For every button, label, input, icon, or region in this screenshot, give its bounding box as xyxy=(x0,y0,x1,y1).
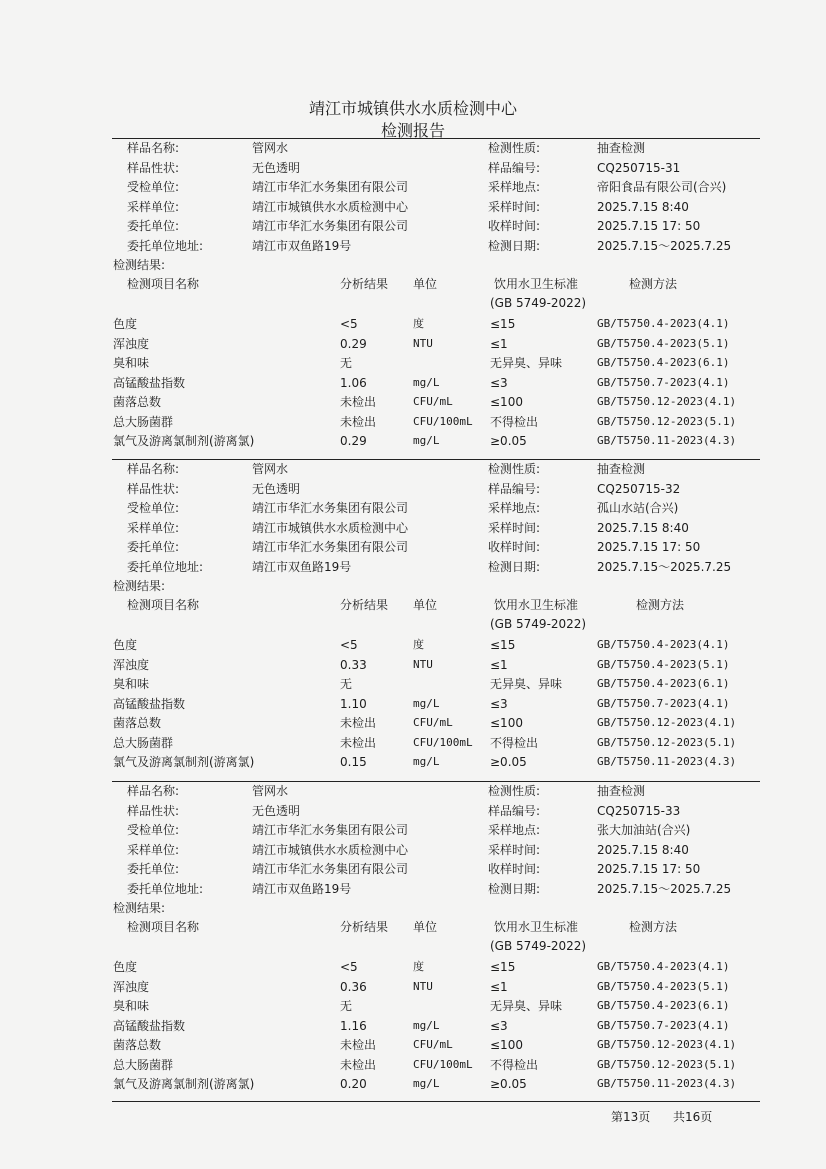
sample-name-value: 管网水 xyxy=(252,462,289,476)
receive-time-label: 收样时间: xyxy=(488,862,541,876)
client-unit-value: 靖江市华汇水务集团有限公司 xyxy=(252,540,409,554)
sampling-site-value: 帝阳食品有限公司(合兴) xyxy=(597,180,727,194)
table-row-unit: CFU/mL xyxy=(413,1038,453,1051)
section-rule xyxy=(112,138,760,139)
col-header-standard-code: (GB 5749-2022) xyxy=(490,617,587,631)
table-row-standard: ≤100 xyxy=(490,1038,523,1052)
report-title: 检测报告 xyxy=(380,121,445,140)
client-address-value: 靖江市双鱼路19号 xyxy=(252,881,352,896)
client-unit-label: 委托单位: xyxy=(127,540,180,554)
col-header-item: 检测项目名称 xyxy=(127,598,200,612)
table-row-method: GB/T5750.12-2023(4.1) xyxy=(597,716,737,729)
table-row-result: 0.15 xyxy=(340,755,367,769)
table-row-result: 未检出 xyxy=(340,395,377,409)
test-nature-label: 检测性质: xyxy=(488,784,541,798)
table-row-unit: NTU xyxy=(413,657,433,671)
table-row-result: <5 xyxy=(340,960,358,974)
results-label: 检测结果: xyxy=(113,258,166,272)
table-row-unit: NTU xyxy=(413,336,433,350)
test-date-label: 检测日期: xyxy=(488,238,541,253)
table-row-standard: 无异臭、异味 xyxy=(490,677,563,691)
table-row-item: 总大肠菌群 xyxy=(113,414,174,429)
table-row-item: 高锰酸盐指数 xyxy=(113,375,186,390)
table-row-method: GB/T5750.4-2023(4.1) xyxy=(597,638,730,651)
client-unit-value: 靖江市华汇水务集团有限公司 xyxy=(252,219,409,233)
table-row-item: 总大肠菌群 xyxy=(113,735,174,750)
table-row-unit: CFU/mL xyxy=(413,395,453,408)
org-title: 靖江市城镇供水水质检测中心 xyxy=(308,99,517,118)
table-row-method: GB/T5750.4-2023(6.1) xyxy=(597,677,730,690)
page-total: 共16页 xyxy=(673,1110,713,1124)
client-address-label: 委托单位地址: xyxy=(127,559,204,574)
table-row-standard: ≤15 xyxy=(490,638,516,652)
receive-time-value: 2025.7.15 17: 50 xyxy=(597,540,701,554)
table-row-method: GB/T5750.4-2023(4.1) xyxy=(597,960,730,973)
client-unit-label: 委托单位: xyxy=(127,219,180,233)
sample-number-value: CQ250715-32 xyxy=(597,481,681,496)
client-address-label: 委托单位地址: xyxy=(127,238,204,253)
table-row-item: 浑浊度 xyxy=(113,979,150,994)
col-header-method: 检测方法 xyxy=(636,598,685,612)
col-header-item: 检测项目名称 xyxy=(127,277,200,291)
table-row-standard: 不得检出 xyxy=(490,414,539,429)
sampling-unit-label: 采样单位: xyxy=(127,199,180,214)
page-number: 第13页 xyxy=(611,1110,651,1124)
table-row-result: 0.29 xyxy=(340,336,367,351)
table-row-result: 0.33 xyxy=(340,657,367,672)
section-rule xyxy=(112,1101,760,1102)
table-row-result: 未检出 xyxy=(340,414,377,429)
table-row-method: GB/T5750.11-2023(4.3) xyxy=(597,755,737,768)
section-rule xyxy=(112,781,760,782)
table-row-standard: 不得检出 xyxy=(490,1057,539,1072)
sampling-site-value: 张大加油站(合兴) xyxy=(597,823,691,837)
sample-number-label: 样品编号: xyxy=(488,481,541,496)
table-row-standard: 不得检出 xyxy=(490,735,539,750)
sample-state-label: 样品性状: xyxy=(127,803,180,818)
table-row-item: 氯气及游离氯制剂(游离氯) xyxy=(113,1077,255,1091)
table-row-standard: ≤1 xyxy=(490,336,508,351)
table-row-result: 无 xyxy=(340,677,353,691)
sampling-unit-label: 采样单位: xyxy=(127,520,180,535)
table-row-item: 高锰酸盐指数 xyxy=(113,1018,186,1033)
table-row-method: GB/T5750.11-2023(4.3) xyxy=(597,434,737,447)
table-row-result: 未检出 xyxy=(340,1038,377,1052)
client-unit-value: 靖江市华汇水务集团有限公司 xyxy=(252,862,409,876)
sampling-unit-value: 靖江市城镇供水水质检测中心 xyxy=(252,520,409,535)
sampling-unit-value: 靖江市城镇供水水质检测中心 xyxy=(252,199,409,214)
table-row-item: 菌落总数 xyxy=(113,395,162,409)
client-address-value: 靖江市双鱼路19号 xyxy=(252,238,352,253)
test-date-label: 检测日期: xyxy=(488,881,541,896)
table-row-method: GB/T5750.4-2023(5.1) xyxy=(597,979,730,993)
client-address-value: 靖江市双鱼路19号 xyxy=(252,559,352,574)
table-row-item: 菌落总数 xyxy=(113,1038,162,1052)
table-row-method: GB/T5750.7-2023(4.1) xyxy=(597,696,730,710)
inspected-unit-value: 靖江市华汇水务集团有限公司 xyxy=(252,501,409,515)
table-row-item: 总大肠菌群 xyxy=(113,1057,174,1072)
table-row-item: 臭和味 xyxy=(113,356,150,370)
table-row-result: <5 xyxy=(340,317,358,331)
table-row-result: 无 xyxy=(340,356,353,370)
table-row-standard: ≤3 xyxy=(490,1018,508,1033)
col-header-standard: 饮用水卫生标准 xyxy=(494,598,579,612)
table-row-item: 色度 xyxy=(113,317,138,331)
table-row-unit: 度 xyxy=(413,960,424,973)
table-row-unit: mg/L xyxy=(413,434,440,447)
table-row-unit: mg/L xyxy=(413,1018,440,1032)
table-row-standard: ≤3 xyxy=(490,375,508,390)
inspected-unit-label: 受检单位: xyxy=(127,501,180,515)
sample-number-label: 样品编号: xyxy=(488,160,541,175)
table-row-item: 氯气及游离氯制剂(游离氯) xyxy=(113,755,255,769)
table-row-standard: ≤100 xyxy=(490,395,523,409)
table-row-method: GB/T5750.4-2023(6.1) xyxy=(597,356,730,369)
receive-time-label: 收样时间: xyxy=(488,219,541,233)
table-row-method: GB/T5750.4-2023(4.1) xyxy=(597,317,730,330)
section-rule xyxy=(112,459,760,460)
table-row-unit: 度 xyxy=(413,638,424,651)
sample-name-value: 管网水 xyxy=(252,141,289,155)
table-row-result: 无 xyxy=(340,999,353,1013)
sampling-site-value: 孤山水站(合兴) xyxy=(597,501,679,515)
table-row-unit: CFU/100mL xyxy=(413,414,473,428)
inspected-unit-value: 靖江市华汇水务集团有限公司 xyxy=(252,180,409,194)
col-header-standard: 饮用水卫生标准 xyxy=(494,920,579,934)
sampling-unit-label: 采样单位: xyxy=(127,842,180,857)
table-row-result: 1.06 xyxy=(340,375,367,390)
col-header-result: 分析结果 xyxy=(340,598,389,612)
table-row-standard: ≤1 xyxy=(490,979,508,994)
table-row-method: GB/T5750.4-2023(5.1) xyxy=(597,657,730,671)
table-row-unit: NTU xyxy=(413,979,433,993)
table-row-unit: 度 xyxy=(413,317,424,330)
table-row-standard: ≤100 xyxy=(490,716,523,730)
table-row-result: 未检出 xyxy=(340,1057,377,1072)
test-date-value: 2025.7.15～2025.7.25 xyxy=(597,238,732,253)
sampling-site-label: 采样地点: xyxy=(488,501,541,515)
table-row-item: 浑浊度 xyxy=(113,336,150,351)
table-row-unit: mg/L xyxy=(413,696,440,710)
col-header-result: 分析结果 xyxy=(340,277,389,291)
table-row-method: GB/T5750.7-2023(4.1) xyxy=(597,1018,730,1032)
col-header-method: 检测方法 xyxy=(629,277,678,291)
sampling-time-label: 采样时间: xyxy=(488,520,541,535)
test-nature-label: 检测性质: xyxy=(488,462,541,476)
col-header-method: 检测方法 xyxy=(629,920,678,934)
table-row-method: GB/T5750.12-2023(5.1) xyxy=(597,414,737,428)
table-row-method: GB/T5750.12-2023(4.1) xyxy=(597,1038,737,1051)
inspected-unit-label: 受检单位: xyxy=(127,180,180,194)
table-row-item: 菌落总数 xyxy=(113,716,162,730)
table-row-item: 高锰酸盐指数 xyxy=(113,696,186,711)
table-row-method: GB/T5750.12-2023(5.1) xyxy=(597,735,737,749)
col-header-standard-code: (GB 5749-2022) xyxy=(490,296,587,310)
table-row-method: GB/T5750.7-2023(4.1) xyxy=(597,375,730,389)
table-row-standard: 无异臭、异味 xyxy=(490,356,563,370)
sample-name-value: 管网水 xyxy=(252,784,289,798)
table-row-unit: CFU/100mL xyxy=(413,735,473,749)
table-row-result: 1.10 xyxy=(340,696,367,711)
sampling-time-value: 2025.7.15 8:40 xyxy=(597,520,689,535)
table-row-method: GB/T5750.11-2023(4.3) xyxy=(597,1077,737,1090)
sampling-time-label: 采样时间: xyxy=(488,199,541,214)
table-row-standard: ≥0.05 xyxy=(490,1077,527,1091)
sample-name-label: 样品名称: xyxy=(127,784,180,798)
sample-state-value: 无色透明 xyxy=(252,481,301,496)
table-row-standard: ≤1 xyxy=(490,657,508,672)
table-row-unit: CFU/100mL xyxy=(413,1057,473,1071)
col-header-unit: 单位 xyxy=(413,277,438,291)
col-header-standard: 饮用水卫生标准 xyxy=(494,277,579,291)
test-date-value: 2025.7.15～2025.7.25 xyxy=(597,559,732,574)
sample-name-label: 样品名称: xyxy=(127,462,180,476)
inspected-unit-value: 靖江市华汇水务集团有限公司 xyxy=(252,823,409,837)
table-row-standard: 无异臭、异味 xyxy=(490,999,563,1013)
results-label: 检测结果: xyxy=(113,579,166,593)
test-date-label: 检测日期: xyxy=(488,559,541,574)
sample-state-value: 无色透明 xyxy=(252,160,301,175)
table-row-result: 0.36 xyxy=(340,979,367,994)
table-row-result: 0.29 xyxy=(340,434,367,448)
table-row-item: 色度 xyxy=(113,960,138,974)
table-row-unit: CFU/mL xyxy=(413,716,453,729)
test-nature-value: 抽查检测 xyxy=(597,784,646,798)
sampling-site-label: 采样地点: xyxy=(488,823,541,837)
sampling-time-value: 2025.7.15 8:40 xyxy=(597,842,689,857)
table-row-standard: ≥0.05 xyxy=(490,434,527,448)
sampling-unit-value: 靖江市城镇供水水质检测中心 xyxy=(252,842,409,857)
client-unit-label: 委托单位: xyxy=(127,862,180,876)
table-row-standard: ≤3 xyxy=(490,696,508,711)
client-address-label: 委托单位地址: xyxy=(127,881,204,896)
table-row-unit: mg/L xyxy=(413,755,440,768)
table-row-result: 1.16 xyxy=(340,1018,367,1033)
table-row-result: 未检出 xyxy=(340,716,377,730)
table-row-method: GB/T5750.4-2023(5.1) xyxy=(597,336,730,350)
test-nature-label: 检测性质: xyxy=(488,141,541,155)
table-row-method: GB/T5750.12-2023(5.1) xyxy=(597,1057,737,1071)
test-nature-value: 抽查检测 xyxy=(597,141,646,155)
results-label: 检测结果: xyxy=(113,901,166,915)
table-row-result: <5 xyxy=(340,638,358,652)
col-header-unit: 单位 xyxy=(413,598,438,612)
table-row-result: 0.20 xyxy=(340,1077,367,1091)
test-date-value: 2025.7.15～2025.7.25 xyxy=(597,881,732,896)
table-row-item: 臭和味 xyxy=(113,677,150,691)
sampling-time-label: 采样时间: xyxy=(488,842,541,857)
col-header-item: 检测项目名称 xyxy=(127,920,200,934)
receive-time-value: 2025.7.15 17: 50 xyxy=(597,862,701,876)
inspected-unit-label: 受检单位: xyxy=(127,823,180,837)
col-header-unit: 单位 xyxy=(413,920,438,934)
test-nature-value: 抽查检测 xyxy=(597,462,646,476)
table-row-result: 未检出 xyxy=(340,735,377,750)
table-row-unit: mg/L xyxy=(413,1077,440,1090)
sample-state-value: 无色透明 xyxy=(252,803,301,818)
table-row-standard: ≤15 xyxy=(490,317,516,331)
table-row-method: GB/T5750.4-2023(6.1) xyxy=(597,999,730,1012)
sampling-site-label: 采样地点: xyxy=(488,180,541,194)
sample-state-label: 样品性状: xyxy=(127,481,180,496)
receive-time-value: 2025.7.15 17: 50 xyxy=(597,219,701,233)
table-row-standard: ≥0.05 xyxy=(490,755,527,769)
sampling-time-value: 2025.7.15 8:40 xyxy=(597,199,689,214)
table-row-item: 臭和味 xyxy=(113,999,150,1013)
table-row-standard: ≤15 xyxy=(490,960,516,974)
sample-state-label: 样品性状: xyxy=(127,160,180,175)
table-row-item: 色度 xyxy=(113,638,138,652)
col-header-result: 分析结果 xyxy=(340,920,389,934)
sample-name-label: 样品名称: xyxy=(127,141,180,155)
sample-number-label: 样品编号: xyxy=(488,803,541,818)
sample-number-value: CQ250715-33 xyxy=(597,803,681,818)
col-header-standard-code: (GB 5749-2022) xyxy=(490,939,587,953)
receive-time-label: 收样时间: xyxy=(488,540,541,554)
table-row-unit: mg/L xyxy=(413,375,440,389)
table-row-item: 氯气及游离氯制剂(游离氯) xyxy=(113,434,255,448)
sample-number-value: CQ250715-31 xyxy=(597,160,681,175)
table-row-item: 浑浊度 xyxy=(113,657,150,672)
table-row-method: GB/T5750.12-2023(4.1) xyxy=(597,395,737,408)
